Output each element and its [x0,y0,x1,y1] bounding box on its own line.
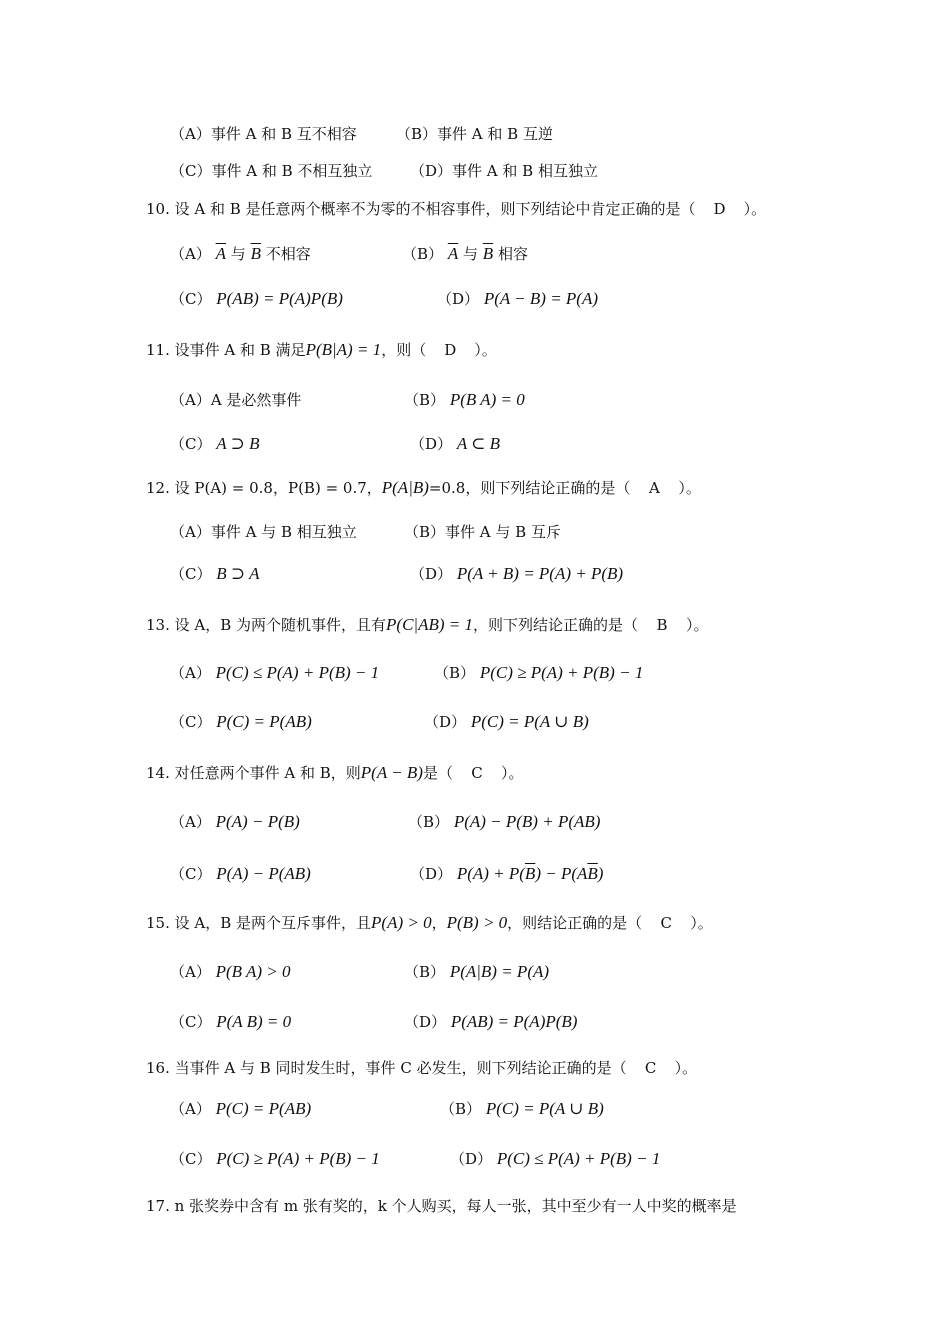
q13-option-c-formula: P(C) = P(AB) [216,712,312,731]
q16-option-b-formula: P(C) = P(A ∪ B) [485,1099,604,1118]
q16-option-c [170,1149,380,1169]
q10-option-d-label: （D） [437,290,480,308]
q10-close: ）。 [743,200,767,218]
q11-option-c [170,434,259,454]
q10-option-c [170,289,343,309]
q12-answer: A [648,479,660,497]
q15-option-c [170,1012,291,1032]
q12-stem-pre: 12. 设 P(A) = 0.8，P(B) = 0.7， [146,479,382,497]
q14-answer: C [471,764,483,782]
q16-option-d [450,1149,660,1169]
q14-stem [146,763,523,783]
q13-option-a [170,663,379,683]
q10-option-a [170,244,311,264]
q12-option-d [410,564,623,584]
q15-stem-post: ，则结论正确的是（ [507,914,643,932]
q13-option-b [434,663,643,683]
q13-stem-post: ，则下列结论正确的是（ [473,616,639,634]
q10-option-a-abar: $\overline{A}$ [215,244,227,263]
q15-option-d [404,1012,577,1032]
q13-option-d-formula: P(C) = P(A ∪ B) [470,712,589,731]
q12-formula: P(A|B) [381,478,429,497]
q9-option-b: （B）事件 A 和 B 互逆 [396,125,553,143]
q9-option-c: （C）事件 A 和 B 不相互独立 [170,162,373,180]
q11-option-d [410,434,500,454]
q17-stem: 17. n 张奖券中含有 m 张有奖的，k 个人购买，每人一张，其中至少有一人中奖的概率是 [146,1197,737,1215]
q15-option-b-formula: P(A|B) = P(A) [449,962,550,981]
q15-separator: ， [431,914,447,932]
q16-close: ）。 [674,1059,698,1077]
q15-option-b-label: （B） [404,963,446,981]
q11-option-d-formula: A ⊂ B [456,434,501,453]
q12-option-d-formula: P(A + B) = P(A) + P(B) [456,564,624,583]
q13-option-c-label: （C） [170,713,212,731]
q13-stem-pre: 13. 设 A，B 为两个随机事件，且有 [146,616,387,634]
q11-stem [146,340,497,360]
q14-d-part5: ) [597,864,604,883]
q15-stem [146,913,713,933]
q16-option-a [170,1099,311,1119]
q14-option-c-formula: P(A) − P(AB) [216,864,311,883]
q11-option-b-formula: P(B A) = 0 [449,390,525,409]
q16-option-c-formula: P(C) ≥ P(A) + P(B) − 1 [216,1149,380,1168]
q14-option-d-formula [457,864,604,883]
q12-option-b: （B）事件 A 与 B 互斥 [404,523,561,541]
q16-answer: C [644,1059,657,1077]
q15-option-b [404,962,549,982]
q12-option-c [170,564,259,584]
q10-answer: D [713,200,726,218]
q13-stem [146,615,709,635]
q12-close: ）。 [678,479,701,497]
q13-option-c [170,712,312,732]
q12-option-c-label: （C） [170,565,212,583]
q15-option-a-label: （A） [170,963,211,981]
q11-option-c-formula: A ⊃ B [216,434,260,453]
q10-option-a-bbar: $\overline{B}$ [250,244,261,263]
q16-option-b [440,1099,604,1119]
q14-option-b [408,812,600,832]
q10-option-b-bbar: $\overline{B}$ [482,244,494,263]
q15-option-d-formula: P(AB) = P(A)P(B) [450,1012,578,1031]
q10-option-b-label: （B） [402,245,444,263]
q11-answer: D [444,341,457,359]
q11-close: ）。 [474,341,497,359]
q13-option-d [424,712,589,732]
q16-stem-text: 16. 当事件 A 与 B 同时发生时，事件 C 必发生，则下列结论正确的是（ [146,1059,627,1077]
q15-formula-1: P(A) > 0 [371,913,432,932]
q10-option-b-text: 相容 [497,245,528,263]
q11-option-b [404,390,525,410]
q11-option-a: （A）A 是必然事件 [170,391,302,409]
q12-option-a: （A）事件 A 与 B 相互独立 [170,523,357,541]
q14-option-b-formula: P(A) − P(B) + P(AB) [453,812,601,831]
q14-stem-post: 是（ [422,764,453,782]
q14-stem-pre: 14. 对任意两个事件 A 和 B，则 [146,764,361,782]
q15-formula-2: P(B) > 0 [446,913,508,932]
q16-stem [146,1058,697,1078]
q10-option-a-with: 与 [230,245,246,263]
q14-d-bbar2: $\overline{B}$ [587,864,598,883]
q15-option-a [170,962,291,982]
q14-option-c-label: （C） [170,865,212,883]
q11-option-d-label: （D） [410,435,453,453]
q16-option-d-formula: P(C) ≤ P(A) + P(B) − 1 [496,1149,661,1168]
q13-option-a-label: （A） [170,664,211,682]
q12-option-d-label: （D） [410,565,453,583]
q14-d-bbar1: $\overline{B}$ [524,864,536,883]
q16-option-d-label: （D） [450,1150,493,1168]
q10-stem-text: 10. 设 A 和 B 是任意两个概率不为零的不相容事件，则下列结论中肯定正确的是（ [146,200,696,218]
q16-option-a-label: （A） [170,1100,211,1118]
q10-option-d [437,289,598,309]
q10-option-a-text: 不相容 [265,245,311,263]
q15-option-c-formula: P(A B) = 0 [216,1012,292,1031]
q15-option-d-label: （D） [404,1013,447,1031]
q14-option-d [410,864,603,884]
q13-option-d-label: （D） [424,713,467,731]
q14-option-c [170,864,311,884]
q9-option-d: （D）事件 A 和 B 相互独立 [410,162,598,180]
q13-option-b-formula: P(C) ≥ P(A) + P(B) − 1 [479,663,644,682]
q14-option-b-label: （B） [408,813,450,831]
q11-stem-post: ，则（ [381,341,427,359]
q11-option-c-label: （C） [170,435,212,453]
q14-d-part1: P(A) + P( [456,864,525,883]
q14-option-a [170,812,300,832]
q11-stem-pre: 11. 设事件 A 和 B 满足 [146,341,306,359]
q16-option-b-label: （B） [440,1100,482,1118]
q10-option-b-with: 与 [462,245,478,263]
q10-option-c-formula: P(AB) = P(A)P(B) [216,289,343,308]
q16-option-c-label: （C） [170,1150,212,1168]
q15-option-a-formula: P(B A) > 0 [215,962,291,981]
q15-close: ）。 [690,914,713,932]
q14-option-a-formula: P(A) − P(B) [215,812,300,831]
q14-close: ）。 [500,764,524,782]
q15-answer: C [660,914,672,932]
q14-formula: P(A − B) [360,763,423,782]
q16-option-a-formula: P(C) = P(AB) [215,1099,312,1118]
q12-option-c-formula: B ⊃ A [216,564,260,583]
q13-option-b-label: （B） [434,664,476,682]
q15-option-c-label: （C） [170,1013,212,1031]
q9-option-a: （A）事件 A 和 B 互不相容 [170,125,357,143]
q10-option-a-label: （A） [170,245,211,263]
q10-option-c-label: （C） [170,290,212,308]
q13-formula: P(C|AB) = 1 [386,615,473,634]
q10-stem [146,199,766,219]
q11-formula: P(B|A) = 1 [305,340,382,359]
q13-option-a-formula: P(C) ≤ P(A) + P(B) − 1 [215,663,380,682]
q14-d-part3: ) − P(A [535,864,588,883]
q12-stem-post: =0.8，则下列结论正确的是（ [428,479,631,497]
q10-option-b-abar: $\overline{A}$ [447,244,459,263]
q15-stem-pre: 15. 设 A，B 是两个互斥事件，且 [146,914,372,932]
q14-option-d-label: （D） [410,865,453,883]
q12-stem [146,478,701,498]
q13-close: ）。 [686,616,709,634]
q10-option-d-formula: P(A − B) = P(A) [483,289,599,308]
q11-option-b-label: （B） [404,391,446,409]
q14-option-a-label: （A） [170,813,211,831]
q13-answer: B [656,616,668,634]
q10-option-b [402,244,528,264]
